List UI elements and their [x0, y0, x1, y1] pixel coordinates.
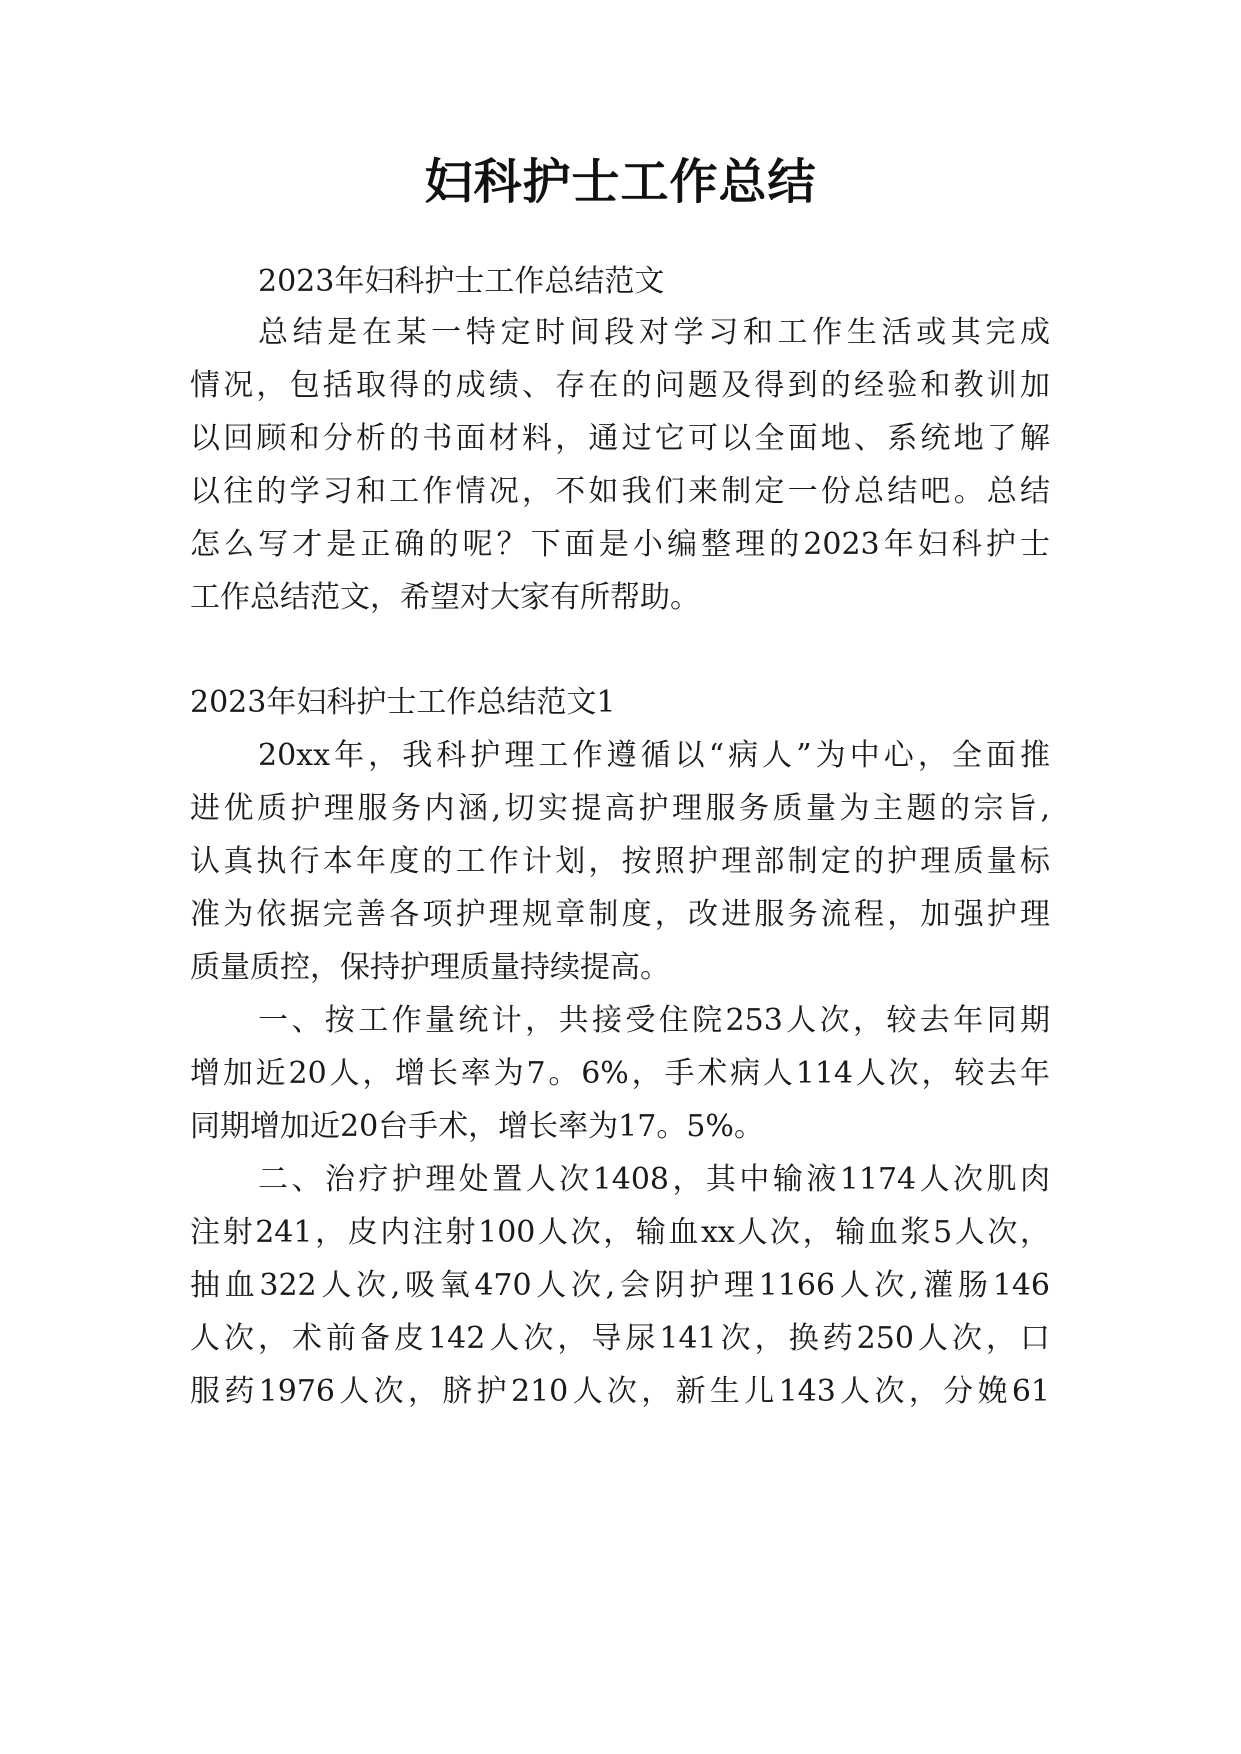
body-paragraph-line: 二、治疗护理处置人次1408，其中输液1174人次肌肉: [258, 1162, 1050, 1197]
body-paragraph-line: 人次，术前备皮142人次，导尿141次，换药250人次，口: [190, 1321, 1050, 1356]
subtitle-line: 2023年妇科护士工作总结范文: [258, 264, 665, 299]
body-paragraph-line: 进优质护理服务内涵,切实提高护理服务质量为主题的宗旨,: [190, 791, 1050, 826]
section-heading: 2023年妇科护士工作总结范文1: [190, 685, 616, 720]
intro-paragraph-line: 情况，包括取得的成绩、存在的问题及得到的经验和教训加: [190, 368, 1050, 403]
intro-paragraph-line: 以回顾和分析的书面材料，通过它可以全面地、系统地了解: [190, 421, 1050, 456]
body-paragraph-line: 增加近20人，增长率为7。6%，手术病人114人次，较去年: [190, 1056, 1050, 1091]
intro-paragraph-line: 总结是在某一特定时间段对学习和工作生活或其完成: [258, 315, 1050, 350]
body-paragraph-line: 同期增加近20台手术，增长率为17。5%。: [190, 1109, 764, 1144]
body-paragraph-line: 准为依据完善各项护理规章制度，改进服务流程，加强护理: [190, 897, 1050, 932]
body-paragraph-line: 注射241，皮内注射100人次，输血xx人次，输血浆5人次，: [190, 1215, 1050, 1250]
document-title: 妇科护士工作总结: [424, 154, 817, 210]
body-paragraph-line: 抽血322人次,吸氧470人次,会阴护理1166人次,灌肠146: [190, 1268, 1050, 1303]
intro-paragraph-line: 怎么写才是正确的呢？下面是小编整理的2023年妇科护士: [190, 527, 1050, 562]
body-paragraph-line: 质量质控，保持护理质量持续提高。: [190, 950, 670, 985]
body-paragraph-line: 服药1976人次，脐护210人次，新生儿143人次，分娩61: [190, 1374, 1050, 1409]
intro-paragraph-line: 工作总结范文，希望对大家有所帮助。: [190, 580, 700, 615]
intro-paragraph-line: 以往的学习和工作情况，不如我们来制定一份总结吧。总结: [190, 474, 1050, 509]
body-paragraph-line: 认真执行本年度的工作计划，按照护理部制定的护理质量标: [190, 844, 1050, 879]
body-paragraph-line: 一、按工作量统计，共接受住院253人次，较去年同期: [258, 1003, 1050, 1038]
body-paragraph-line: 20xx年，我科护理工作遵循以“病人”为中心，全面推: [258, 738, 1050, 773]
